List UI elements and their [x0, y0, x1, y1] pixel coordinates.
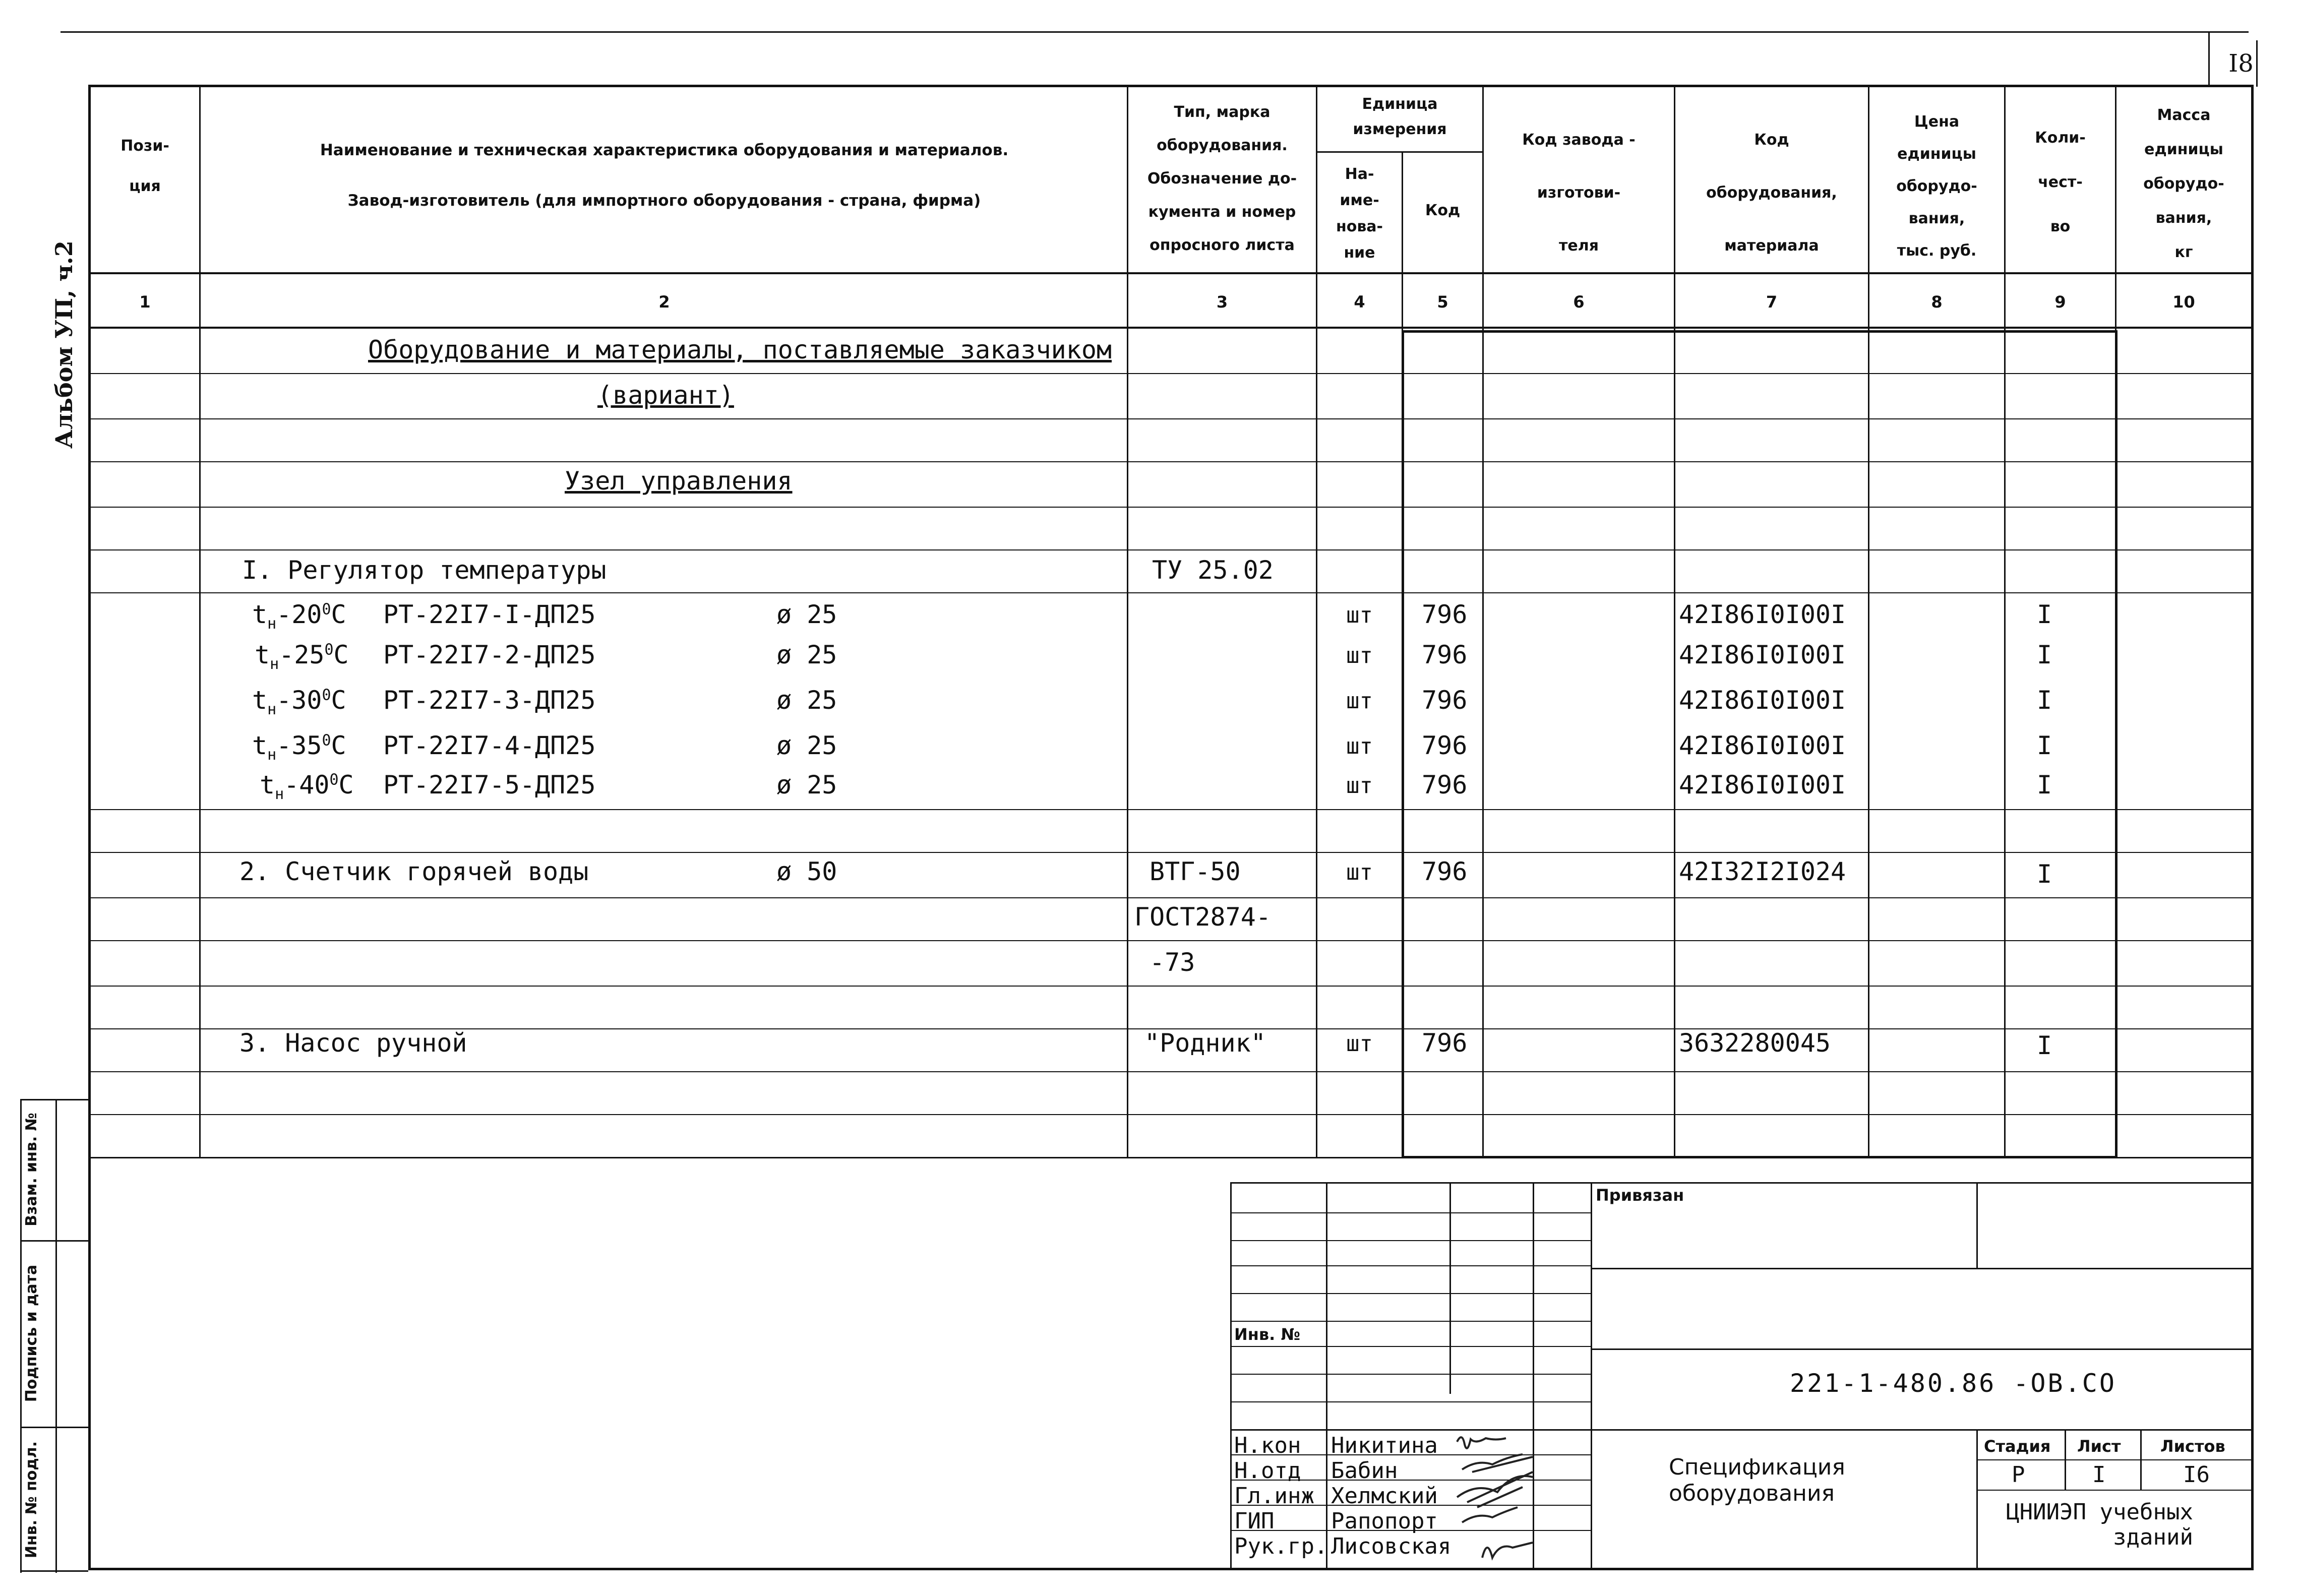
- table-top-border: [90, 85, 2253, 87]
- header-factory-code: Код завода - изготови- теля: [1522, 131, 1636, 255]
- stamp-inv-original: Инв. № подл.: [23, 1441, 40, 1559]
- regulator-model: РТ-22I7-3-ДП25: [383, 686, 596, 715]
- unit-name: шт: [1346, 1031, 1373, 1057]
- signer-name: Хелмский: [1331, 1483, 1438, 1509]
- col-number: 1: [139, 292, 151, 312]
- col-number: 6: [1573, 292, 1585, 312]
- item1-name: I. Регулятор температуры: [242, 556, 607, 585]
- col-number: 9: [2054, 292, 2066, 312]
- item3-doc: "Родник": [1144, 1028, 1266, 1058]
- col-number: 4: [1354, 292, 1365, 312]
- header-mass: Масса единицы оборудо- вания, кг: [2143, 106, 2224, 261]
- unit-name: шт: [1346, 773, 1373, 799]
- bound-label: Привязан: [1596, 1186, 1684, 1205]
- quantity: I: [2037, 860, 2052, 889]
- item2-doc-line3: -73: [1150, 948, 1195, 977]
- signer-name: Никитина: [1331, 1433, 1438, 1458]
- header-equipment-code: Код оборудования, материала: [1706, 131, 1837, 255]
- organization: ЦНИИЭП учебных зданий: [2006, 1499, 2193, 1550]
- regulator-model: РТ-22I7-5-ДП25: [383, 770, 596, 800]
- subsection-title: Узел управления: [565, 466, 793, 496]
- equipment-code: 42I86I0I00I: [1679, 731, 1846, 760]
- unit-name: шт: [1346, 688, 1373, 714]
- album-label: Альбом УП, ч.2: [50, 240, 78, 449]
- unit-code: 796: [1422, 600, 1468, 629]
- stage-label: Стадия: [1984, 1437, 2051, 1456]
- page-number: I8: [2228, 49, 2254, 78]
- stamp-signature-date: Подпись и дата: [23, 1264, 40, 1402]
- equipment-code: 42I86I0I00I: [1679, 770, 1846, 800]
- header-unit-name: На- име- нова- ние: [1336, 165, 1383, 262]
- unit-code: 796: [1422, 731, 1468, 760]
- unit-code: 796: [1422, 770, 1468, 800]
- regulator-model: РТ-22I7-2-ДП25: [383, 640, 596, 669]
- sheet-label: Лист: [2077, 1437, 2121, 1456]
- item2-doc-line1: ВТГ-50: [1150, 857, 1241, 886]
- role-label: Н.кон: [1234, 1433, 1301, 1458]
- regulator-dn: ø 25: [776, 600, 837, 629]
- item2-doc-line2: ГОСТ2874-: [1134, 902, 1271, 932]
- regulator-temp: $t_н-30^0C$: [252, 686, 346, 718]
- regulator-dn: ø 25: [776, 770, 837, 800]
- header-name-line1: Наименование и техническая характеристика оборудования и материалов.: [320, 141, 1009, 159]
- equipment-code: 42I32I2I024: [1679, 857, 1846, 886]
- equipment-code: 42I86I0I00I: [1679, 686, 1846, 715]
- stage-value: Р: [2012, 1462, 2025, 1488]
- item3-name: 3. Насос ручной: [239, 1028, 467, 1058]
- quantity: I: [2037, 770, 2052, 800]
- col-number: 8: [1931, 292, 1943, 312]
- unit-name: шт: [1346, 602, 1373, 628]
- regulator-model: РТ-22I7-4-ДП25: [383, 731, 596, 760]
- regulator-model: РТ-22I7-I-ДП25: [383, 600, 596, 629]
- quantity: I: [2037, 686, 2052, 715]
- signer-name: Рапопорт: [1331, 1508, 1438, 1534]
- stamp-replace-inv: Взам. инв. №: [23, 1113, 40, 1226]
- header-unit-code: Код: [1425, 202, 1461, 219]
- header-name-line2: Завод-изготовитель (для импортного оборудования - страна, фирма): [347, 192, 981, 210]
- signer-name: Бабин: [1331, 1458, 1398, 1484]
- col-number: 10: [2172, 292, 2195, 312]
- header-type: Тип, марка оборудования. Обозначение до- кумента и номер опросного листа: [1147, 103, 1297, 254]
- header-quantity: Коли- чест- во: [2035, 129, 2086, 235]
- regulator-dn: ø 25: [776, 686, 837, 715]
- signatures: [1452, 1432, 1553, 1568]
- header-position: Пози- ция: [120, 137, 169, 195]
- inv-label: Инв. №: [1234, 1325, 1300, 1344]
- col-number: 2: [658, 292, 670, 312]
- header-unit-group: Единица измерения: [1353, 95, 1447, 138]
- sheet-value: I: [2092, 1462, 2106, 1488]
- role-label: ГИП: [1234, 1508, 1275, 1534]
- header-price: Цена единицы оборудо- вания, тыс. руб.: [1896, 113, 1977, 260]
- unit-name: шт: [1346, 860, 1373, 885]
- equipment-code: 3632280045: [1679, 1028, 1831, 1058]
- sheets-label: Листов: [2160, 1437, 2225, 1456]
- role-label: Гл.инж: [1234, 1483, 1314, 1509]
- col-number: 3: [1216, 292, 1228, 312]
- col-number: 7: [1766, 292, 1778, 312]
- quantity: I: [2037, 731, 2052, 760]
- section-variant: (вариант): [597, 381, 734, 410]
- item2-name: 2. Счетчик горячей воды: [239, 857, 589, 886]
- unit-code: 796: [1422, 857, 1468, 886]
- quantity: I: [2037, 1031, 2052, 1060]
- quantity: I: [2037, 600, 2052, 629]
- col-number: 5: [1437, 292, 1448, 312]
- unit-name: шт: [1346, 643, 1373, 668]
- unit-code: 796: [1422, 640, 1468, 669]
- role-label: Рук.гр.: [1234, 1533, 1328, 1559]
- regulator-dn: ø 25: [776, 731, 837, 760]
- regulator-temp: $t_н-40^0C$: [260, 770, 354, 803]
- regulator-temp: $t_н-25^0C$: [255, 640, 349, 673]
- section-title: Оборудование и материалы, поставляемые заказчиком: [368, 335, 1112, 364]
- item1-doc: ТУ 25.02: [1152, 556, 1274, 585]
- sheets-value: I6: [2183, 1462, 2210, 1488]
- quantity: I: [2037, 640, 2052, 669]
- equipment-code: 42I86I0I00I: [1679, 640, 1846, 669]
- role-label: Н.отд: [1234, 1458, 1301, 1484]
- regulator-dn: ø 25: [776, 640, 837, 669]
- regulator-temp: $t_н-20^0C$: [252, 600, 346, 633]
- unit-code: 796: [1422, 1028, 1468, 1058]
- unit-code: 796: [1422, 686, 1468, 715]
- unit-name: шт: [1346, 733, 1373, 759]
- equipment-code: 42I86I0I00I: [1679, 600, 1846, 629]
- item2-dn: ø 50: [776, 857, 837, 886]
- document-title: Спецификация оборудования: [1669, 1454, 1845, 1506]
- regulator-temp: $t_н-35^0C$: [252, 731, 346, 764]
- signer-name: Лисовская: [1331, 1533, 1451, 1559]
- document-code: 221-1-480.86 -ОВ.СО: [1790, 1369, 2116, 1398]
